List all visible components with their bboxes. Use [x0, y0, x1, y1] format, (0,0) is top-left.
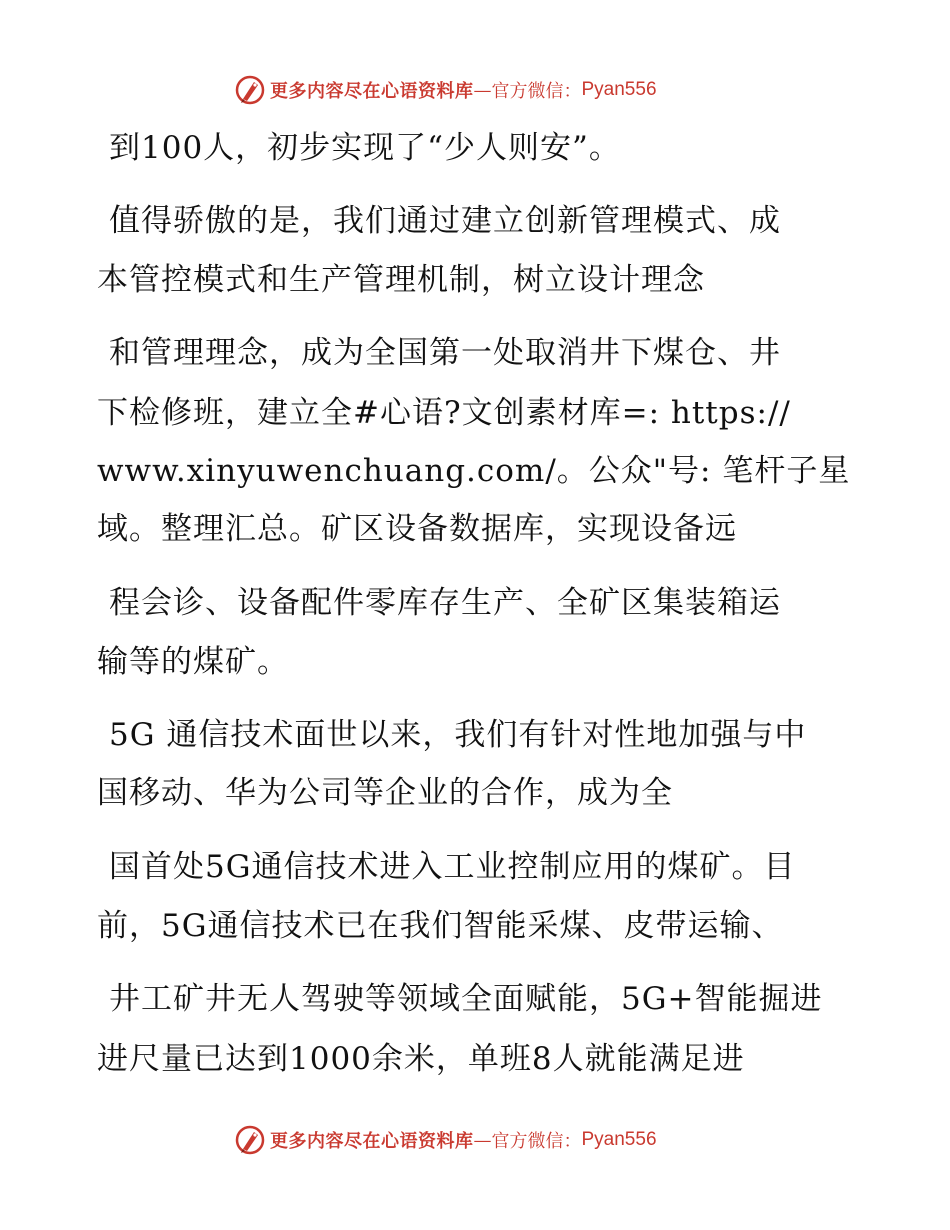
- text-line: 国首处5G通信技术进入工业控制应用的煤矿。目: [109, 849, 796, 885]
- banner-wechat-id: Pyan556: [581, 1129, 657, 1150]
- text-line: 值得骄傲的是，我们通过建立创新管理模式、成: [109, 203, 781, 239]
- text-line: 程会诊、设备配件零库存生产、全矿区集装箱运: [109, 585, 781, 621]
- text-line: 到100人，初步实现了“少人则安”。: [109, 130, 621, 166]
- text-line: 和管理理念，成为全国第一处取消井下煤仓、井: [109, 335, 781, 371]
- text-line: www.xinyuwenchuang.com/。公众"号: 笔杆子星: [97, 453, 851, 489]
- pen-logo-icon: [234, 74, 266, 106]
- text-line: 进尺量已达到1000余米，单班8人就能满足进: [97, 1041, 745, 1077]
- header-banner: [234, 73, 657, 107]
- pen-logo-icon: [234, 1124, 266, 1156]
- text-line: 5G 通信技术面世以来，我们有针对性地加强与中: [109, 717, 807, 753]
- text-line: 本管控模式和生产管理机制，树立设计理念: [97, 262, 705, 298]
- banner-separator: —: [473, 79, 492, 101]
- banner-wechat-id: Pyan556: [581, 79, 657, 100]
- banner-title: 更多内容尽在心语资料库: [270, 81, 474, 102]
- banner-official-label: 官方微信：: [491, 81, 582, 102]
- text-line: 输等的煤矿。: [97, 644, 289, 680]
- text-line: 国移动、华为公司等企业的合作，成为全: [97, 775, 673, 811]
- banner-title: 更多内容尽在心语资料库: [270, 1131, 474, 1152]
- text-line: 井工矿井无人驾驶等领域全面赋能，5G+智能掘进: [109, 981, 823, 1017]
- text-line: 下检修班，建立全#心语?文创素材库=: https://: [97, 395, 791, 431]
- banner-separator: —: [473, 1129, 492, 1151]
- banner-official-label: 官方微信：: [491, 1131, 582, 1152]
- footer-banner: [234, 1123, 657, 1157]
- text-line: 域。整理汇总。矿区设备数据库，实现设备远: [97, 511, 737, 547]
- text-line: 前，5G通信技术已在我们智能采煤、皮带运输、: [97, 908, 784, 944]
